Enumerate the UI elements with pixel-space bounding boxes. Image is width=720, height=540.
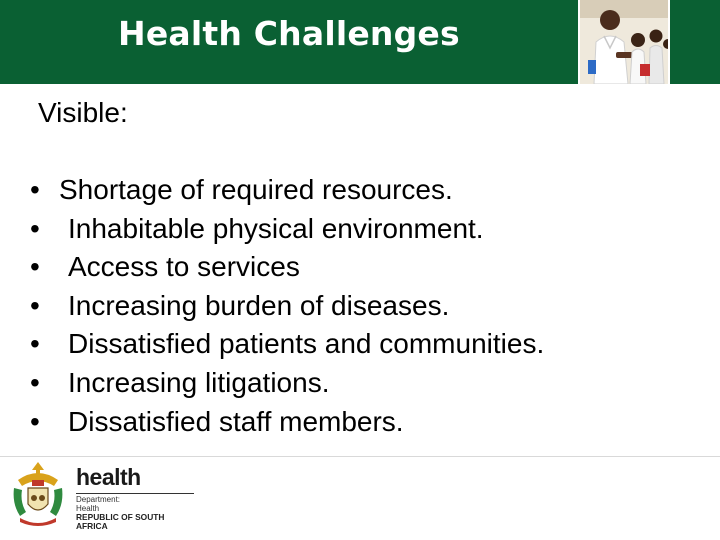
bullet-dot: • xyxy=(30,328,40,360)
bullet-list xyxy=(30,171,544,441)
bullet-dot: • xyxy=(30,212,40,244)
list-item xyxy=(30,287,544,326)
list-item xyxy=(30,210,544,249)
bullet-text: Increasing litigations. xyxy=(68,366,330,398)
logo-divider xyxy=(76,493,194,494)
logo-country-label: REPUBLIC OF SOUTH AFRICA xyxy=(76,512,165,531)
bullet-dot: • xyxy=(30,174,40,205)
bullet-text: Inhabitable physical environment. xyxy=(68,212,484,244)
bullet-dot: • xyxy=(30,405,40,437)
list-item xyxy=(30,248,544,287)
bullet-text: Increasing burden of diseases. xyxy=(68,289,450,321)
bullet-text: Shortage of required resources. xyxy=(59,174,453,205)
bullet-text: Access to services xyxy=(68,251,300,283)
photo-illustration xyxy=(580,0,670,84)
nurse-children-photo xyxy=(578,0,670,84)
title-bar xyxy=(0,0,720,84)
bullet-text: Dissatisfied patients and communities. xyxy=(68,328,545,360)
logo-health-label: Health xyxy=(76,504,100,513)
bullet-dot: • xyxy=(30,251,40,283)
list-item xyxy=(30,171,544,210)
department-of-health-logo xyxy=(8,458,198,530)
subheading: Visible: xyxy=(38,97,128,128)
bullet-text: Dissatisfied staff members. xyxy=(68,405,404,437)
list-item xyxy=(30,403,544,442)
bullet-dot: • xyxy=(30,289,40,321)
slide-title: Health Challenges xyxy=(118,14,460,53)
list-item xyxy=(30,364,544,403)
footer-divider xyxy=(0,456,720,457)
bullet-dot: • xyxy=(30,366,40,398)
logo-wordmark: health xyxy=(76,464,141,490)
coat-of-arms-icon xyxy=(10,460,66,528)
logo-department-label: Department: xyxy=(76,495,121,504)
list-item xyxy=(30,325,544,364)
